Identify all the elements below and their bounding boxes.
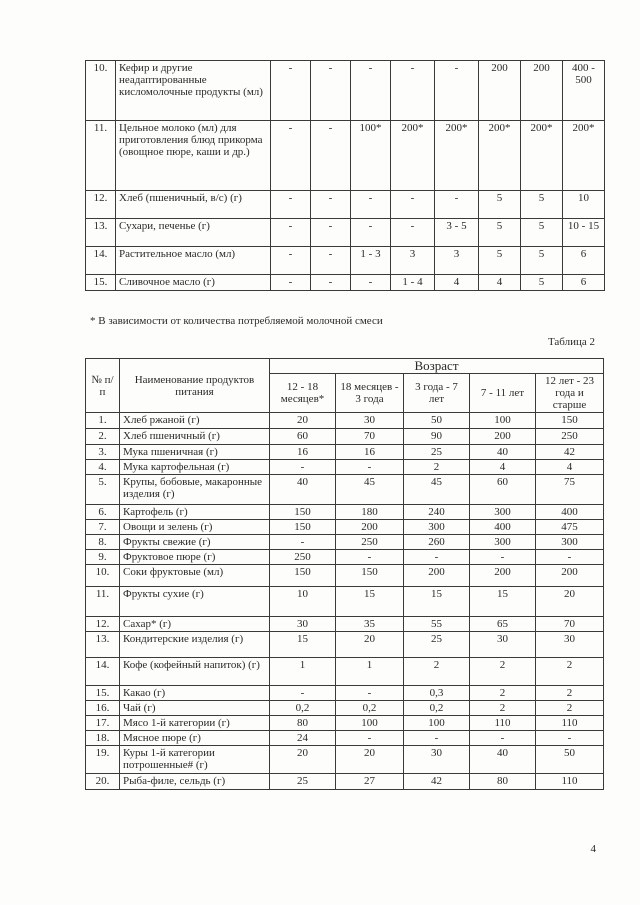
value-cell: - — [470, 731, 536, 746]
value-cell: 5 — [479, 247, 521, 275]
value-cell: 400 — [536, 505, 604, 520]
value-cell: 200* — [563, 121, 605, 191]
row-number-cell: 11. — [86, 121, 116, 191]
product-name-cell: Хлеб пшеничный (г) — [120, 429, 270, 445]
row-number-cell: 12. — [86, 191, 116, 219]
feeding-table-continued — [85, 60, 605, 291]
value-cell: 200* — [479, 121, 521, 191]
value-cell: 100* — [351, 121, 391, 191]
value-cell: - — [271, 275, 311, 291]
table-row — [86, 587, 604, 617]
value-cell: 110 — [536, 774, 604, 790]
product-name-cell: Какао (г) — [120, 686, 270, 701]
row-number-cell: 1. — [86, 413, 120, 429]
value-cell: 2 — [404, 658, 470, 686]
value-cell: 10 — [563, 191, 605, 219]
food-norms-table — [85, 358, 604, 790]
value-cell: 30 — [536, 632, 604, 658]
row-number-cell: 9. — [86, 550, 120, 565]
product-name-cell: Фруктовое пюре (г) — [120, 550, 270, 565]
value-cell: 4 — [435, 275, 479, 291]
product-name-cell: Крупы, бобовые, макаронные изделия (г) — [120, 475, 270, 505]
value-cell: 200 — [470, 429, 536, 445]
value-cell: 300 — [536, 535, 604, 550]
value-cell: 60 — [470, 475, 536, 505]
value-cell: - — [336, 731, 404, 746]
row-number-cell: 18. — [86, 731, 120, 746]
value-cell: 60 — [270, 429, 336, 445]
value-cell: - — [311, 61, 351, 121]
value-cell: 150 — [536, 413, 604, 429]
value-cell: 100 — [404, 716, 470, 731]
value-cell: 100 — [336, 716, 404, 731]
row-number-cell: 17. — [86, 716, 120, 731]
row-number-cell: 6. — [86, 505, 120, 520]
value-cell: 150 — [270, 520, 336, 535]
value-cell: 15 — [270, 632, 336, 658]
value-cell: 250 — [336, 535, 404, 550]
column-header-age: Возраст — [270, 359, 604, 374]
value-cell: 2 — [536, 701, 604, 716]
value-cell: 50 — [536, 746, 604, 774]
value-cell: 10 — [270, 587, 336, 617]
table-row — [86, 275, 605, 291]
row-number-cell: 13. — [86, 632, 120, 658]
value-cell: 75 — [536, 475, 604, 505]
value-cell: 16 — [336, 445, 404, 460]
value-cell: - — [391, 191, 435, 219]
value-cell: 200 — [336, 520, 404, 535]
value-cell: - — [351, 275, 391, 291]
value-cell: 2 — [470, 701, 536, 716]
table-row — [86, 61, 605, 121]
value-cell: 240 — [404, 505, 470, 520]
value-cell: 200* — [521, 121, 563, 191]
column-header-age-group: 7 - 11 лет — [470, 374, 536, 413]
column-header-age-group: 18 месяцев - 3 года — [336, 374, 404, 413]
value-cell: 27 — [336, 774, 404, 790]
value-cell: 200 — [470, 565, 536, 587]
value-cell: 2 — [404, 460, 470, 475]
value-cell: 30 — [270, 617, 336, 632]
value-cell: 40 — [470, 445, 536, 460]
value-cell: - — [336, 686, 404, 701]
row-number-cell: 5. — [86, 475, 120, 505]
value-cell: 475 — [536, 520, 604, 535]
value-cell: 90 — [404, 429, 470, 445]
value-cell: 20 — [270, 413, 336, 429]
value-cell: 2 — [536, 658, 604, 686]
value-cell: 1 - 3 — [351, 247, 391, 275]
table-row — [86, 445, 604, 460]
value-cell: 45 — [404, 475, 470, 505]
table-row — [86, 520, 604, 535]
table-row — [86, 429, 604, 445]
value-cell: - — [271, 191, 311, 219]
row-number-cell: 10. — [86, 61, 116, 121]
row-number-cell: 19. — [86, 746, 120, 774]
product-name-cell: Мясное пюре (г) — [120, 731, 270, 746]
value-cell: - — [351, 191, 391, 219]
value-cell: 200 — [479, 61, 521, 121]
value-cell: 110 — [536, 716, 604, 731]
product-name-cell: Сахар* (г) — [120, 617, 270, 632]
page-number: 4 — [590, 843, 596, 855]
value-cell: 200 — [536, 565, 604, 587]
value-cell: 300 — [470, 535, 536, 550]
value-cell: 45 — [336, 475, 404, 505]
value-cell: 1 — [270, 658, 336, 686]
value-cell: - — [270, 460, 336, 475]
table-row — [86, 460, 604, 475]
footnote: * В зависимости от количества потребляемой молочной смеси — [90, 315, 383, 327]
value-cell: 35 — [336, 617, 404, 632]
table-row — [86, 219, 605, 247]
value-cell: 55 — [404, 617, 470, 632]
value-cell: - — [336, 460, 404, 475]
column-header-product-name: Наименование продуктов питания — [120, 359, 270, 413]
value-cell: - — [270, 535, 336, 550]
row-number-cell: 12. — [86, 617, 120, 632]
value-cell: - — [311, 121, 351, 191]
product-name-cell: Хлеб ржаной (г) — [120, 413, 270, 429]
value-cell: 3 - 5 — [435, 219, 479, 247]
table-row — [86, 701, 604, 716]
product-name-cell: Соки фруктовые (мл) — [120, 565, 270, 587]
table-row — [86, 565, 604, 587]
value-cell: 30 — [404, 746, 470, 774]
value-cell: 0,2 — [270, 701, 336, 716]
value-cell: 200* — [435, 121, 479, 191]
product-name-cell: Сухари, печенье (г) — [116, 219, 271, 247]
table-row — [86, 774, 604, 790]
value-cell: - — [311, 219, 351, 247]
value-cell: - — [311, 247, 351, 275]
value-cell: - — [435, 61, 479, 121]
row-number-cell: 15. — [86, 275, 116, 291]
value-cell: 5 — [521, 191, 563, 219]
table-row — [86, 731, 604, 746]
product-name-cell: Фрукты сухие (г) — [120, 587, 270, 617]
value-cell: 200* — [391, 121, 435, 191]
value-cell: - — [536, 550, 604, 565]
value-cell: 150 — [270, 505, 336, 520]
value-cell: 6 — [563, 275, 605, 291]
value-cell: 25 — [404, 632, 470, 658]
value-cell: 5 — [521, 219, 563, 247]
value-cell: 5 — [479, 219, 521, 247]
product-name-cell: Чай (г) — [120, 701, 270, 716]
table-row — [86, 617, 604, 632]
value-cell: 20 — [536, 587, 604, 617]
value-cell: 2 — [470, 658, 536, 686]
product-name-cell: Растительное масло (мл) — [116, 247, 271, 275]
table-row — [86, 746, 604, 774]
value-cell: 42 — [404, 774, 470, 790]
value-cell: 0,2 — [404, 701, 470, 716]
product-name-cell: Фрукты свежие (г) — [120, 535, 270, 550]
table-row — [86, 686, 604, 701]
product-name-cell: Кофе (кофейный напиток) (г) — [120, 658, 270, 686]
column-header-number: № п/п — [86, 359, 120, 413]
table-row — [86, 247, 605, 275]
row-number-cell: 4. — [86, 460, 120, 475]
value-cell: 70 — [536, 617, 604, 632]
value-cell: 20 — [270, 746, 336, 774]
table-row — [86, 632, 604, 658]
value-cell: 400 - 500 — [563, 61, 605, 121]
value-cell: 40 — [470, 746, 536, 774]
product-name-cell: Сливочное масло (г) — [116, 275, 271, 291]
value-cell: 30 — [336, 413, 404, 429]
value-cell: 25 — [404, 445, 470, 460]
row-number-cell: 20. — [86, 774, 120, 790]
value-cell: - — [435, 191, 479, 219]
value-cell: 2 — [536, 686, 604, 701]
value-cell: - — [271, 121, 311, 191]
value-cell: 400 — [470, 520, 536, 535]
table-header-row — [86, 359, 604, 374]
value-cell: 0,3 — [404, 686, 470, 701]
value-cell: 300 — [404, 520, 470, 535]
row-number-cell: 10. — [86, 565, 120, 587]
column-header-age-group: 12 - 18 месяцев* — [270, 374, 336, 413]
value-cell: 3 — [435, 247, 479, 275]
value-cell: - — [351, 61, 391, 121]
product-name-cell: Кефир и другие неадаптированные кисломолочные продукты (мл) — [116, 61, 271, 121]
value-cell: 50 — [404, 413, 470, 429]
value-cell: 4 — [536, 460, 604, 475]
product-name-cell: Овощи и зелень (г) — [120, 520, 270, 535]
value-cell: 42 — [536, 445, 604, 460]
value-cell: 300 — [470, 505, 536, 520]
row-number-cell: 14. — [86, 658, 120, 686]
value-cell: 5 — [479, 191, 521, 219]
value-cell: - — [270, 686, 336, 701]
value-cell: - — [404, 731, 470, 746]
value-cell: 15 — [404, 587, 470, 617]
table-row — [86, 121, 605, 191]
value-cell: 30 — [470, 632, 536, 658]
value-cell: 150 — [336, 565, 404, 587]
table-row — [86, 475, 604, 505]
value-cell: 4 — [479, 275, 521, 291]
row-number-cell: 13. — [86, 219, 116, 247]
value-cell: 16 — [270, 445, 336, 460]
value-cell: 25 — [270, 774, 336, 790]
value-cell: - — [271, 61, 311, 121]
value-cell: 1 — [336, 658, 404, 686]
value-cell: 4 — [470, 460, 536, 475]
product-name-cell: Цельное молоко (мл) для приготовления блюд прикорма (овощное пюре, каши и др.) — [116, 121, 271, 191]
row-number-cell: 2. — [86, 429, 120, 445]
row-number-cell: 11. — [86, 587, 120, 617]
table-row — [86, 550, 604, 565]
value-cell: 1 - 4 — [391, 275, 435, 291]
value-cell: - — [271, 247, 311, 275]
value-cell: 250 — [536, 429, 604, 445]
product-name-cell: Куры 1-й категории потрошенные# (г) — [120, 746, 270, 774]
row-number-cell: 15. — [86, 686, 120, 701]
value-cell: 180 — [336, 505, 404, 520]
value-cell: 15 — [470, 587, 536, 617]
row-number-cell: 3. — [86, 445, 120, 460]
product-name-cell: Мясо 1-й категории (г) — [120, 716, 270, 731]
table-row — [86, 413, 604, 429]
value-cell: - — [536, 731, 604, 746]
value-cell: 10 - 15 — [563, 219, 605, 247]
value-cell: - — [470, 550, 536, 565]
product-name-cell: Мука картофельная (г) — [120, 460, 270, 475]
value-cell: 80 — [470, 774, 536, 790]
value-cell: 80 — [270, 716, 336, 731]
value-cell: 0,2 — [336, 701, 404, 716]
product-name-cell: Картофель (г) — [120, 505, 270, 520]
product-name-cell: Хлеб (пшеничный, в/с) (г) — [116, 191, 271, 219]
value-cell: 260 — [404, 535, 470, 550]
product-name-cell: Рыба-филе, сельдь (г) — [120, 774, 270, 790]
value-cell: 24 — [270, 731, 336, 746]
value-cell: 200 — [404, 565, 470, 587]
row-number-cell: 7. — [86, 520, 120, 535]
table-row — [86, 535, 604, 550]
value-cell: 3 — [391, 247, 435, 275]
value-cell: 100 — [470, 413, 536, 429]
value-cell: 150 — [270, 565, 336, 587]
value-cell: - — [336, 550, 404, 565]
table-row — [86, 716, 604, 731]
product-name-cell: Кондитерские изделия (г) — [120, 632, 270, 658]
value-cell: - — [271, 219, 311, 247]
column-header-age-group: 3 года - 7 лет — [404, 374, 470, 413]
value-cell: 2 — [470, 686, 536, 701]
value-cell: 200 — [521, 61, 563, 121]
value-cell: 20 — [336, 632, 404, 658]
value-cell: - — [391, 219, 435, 247]
value-cell: 20 — [336, 746, 404, 774]
table-row — [86, 191, 605, 219]
value-cell: 65 — [470, 617, 536, 632]
row-number-cell: 14. — [86, 247, 116, 275]
product-name-cell: Мука пшеничная (г) — [120, 445, 270, 460]
value-cell: 250 — [270, 550, 336, 565]
table-caption: Таблица 2 — [547, 336, 595, 348]
value-cell: - — [311, 275, 351, 291]
value-cell: 15 — [336, 587, 404, 617]
value-cell: 5 — [521, 247, 563, 275]
table-row — [86, 505, 604, 520]
value-cell: - — [351, 219, 391, 247]
value-cell: - — [311, 191, 351, 219]
row-number-cell: 16. — [86, 701, 120, 716]
row-number-cell: 8. — [86, 535, 120, 550]
value-cell: - — [404, 550, 470, 565]
value-cell: 70 — [336, 429, 404, 445]
column-header-age-group: 12 лет - 23 года и старше — [536, 374, 604, 413]
value-cell: 110 — [470, 716, 536, 731]
value-cell: - — [391, 61, 435, 121]
value-cell: 40 — [270, 475, 336, 505]
value-cell: 5 — [521, 275, 563, 291]
value-cell: 6 — [563, 247, 605, 275]
table-row — [86, 658, 604, 686]
